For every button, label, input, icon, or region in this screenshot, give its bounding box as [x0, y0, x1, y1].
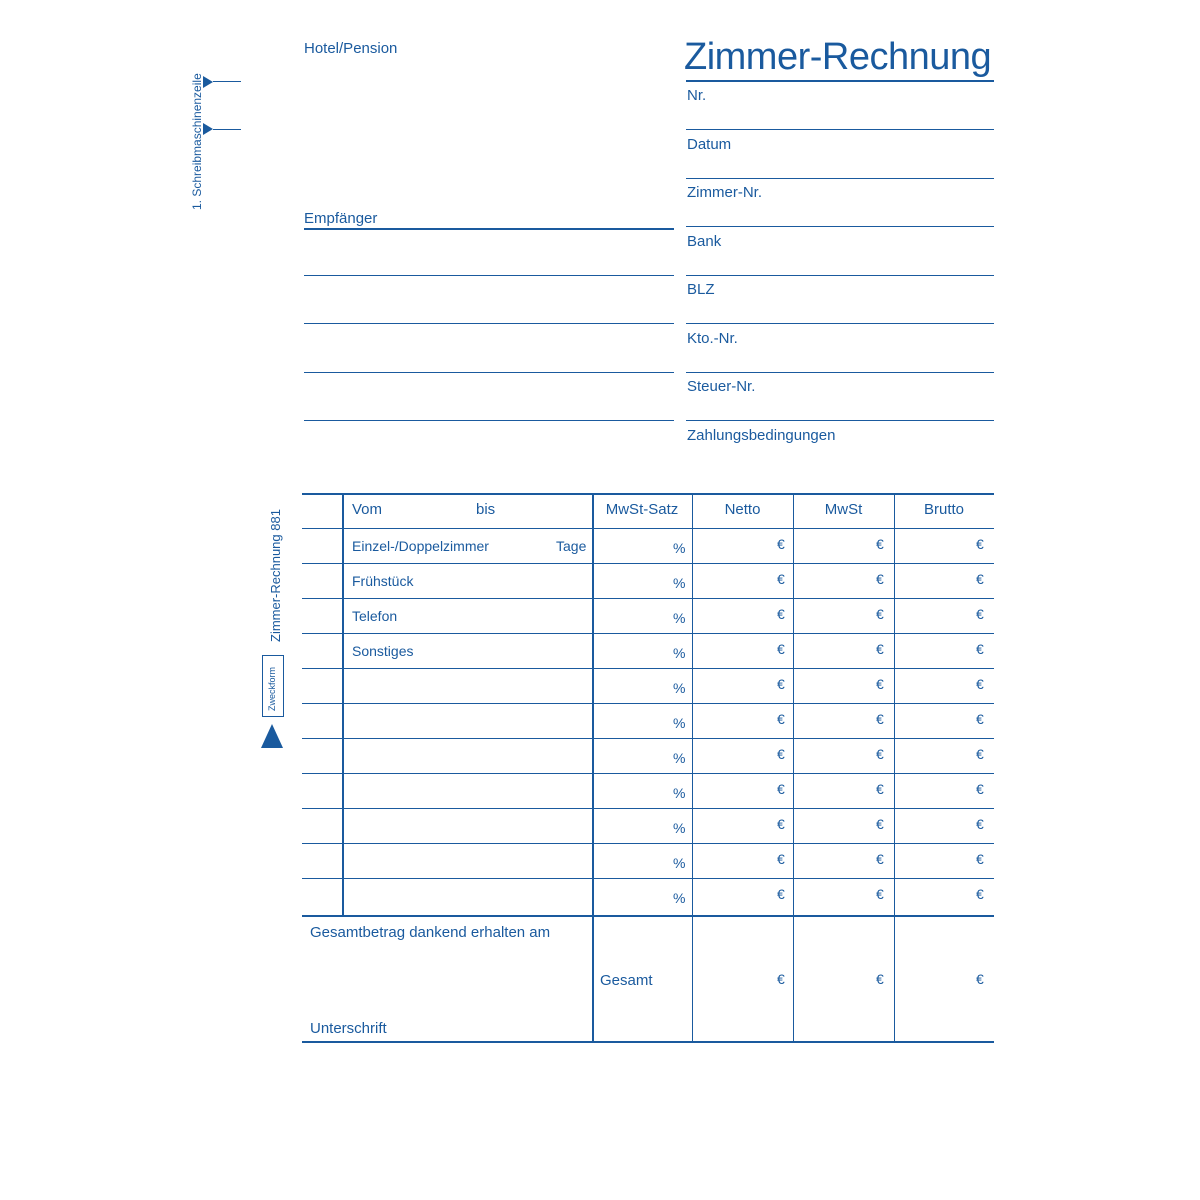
row-percent-symbol: %: [673, 575, 686, 591]
row-net-currency: €: [777, 711, 785, 727]
column-divider-vat: [793, 493, 794, 1041]
header-gross: Brutto: [923, 501, 965, 518]
header-bottom-line: [302, 528, 994, 529]
row-net-currency: €: [777, 851, 785, 867]
recipient-line-3: [304, 323, 674, 324]
row-vat-currency: €: [876, 641, 884, 657]
field-label: Zahlungsbedingungen: [687, 426, 836, 444]
row-gross-currency: €: [976, 886, 984, 902]
row-divider: [302, 703, 994, 704]
row-gross-currency: €: [976, 746, 984, 762]
header-from: Vom: [352, 501, 383, 518]
row-net-currency: €: [777, 781, 785, 797]
row-percent-symbol: %: [673, 750, 686, 766]
recipient-line-2: [304, 275, 674, 276]
field-line[interactable]: [686, 226, 994, 227]
row-divider: [302, 773, 994, 774]
row-gross-currency: €: [976, 536, 984, 552]
row-vat-currency: €: [876, 711, 884, 727]
field-label: Kto.-Nr.: [687, 329, 738, 347]
row-item-label: Sonstiges: [352, 643, 414, 659]
received-label: Gesamtbetrag dankend erhalten am: [310, 924, 551, 941]
row-vat-currency: €: [876, 746, 884, 762]
row-divider: [302, 668, 994, 669]
field-line[interactable]: [686, 372, 994, 373]
row-percent-symbol: %: [673, 715, 686, 731]
row-gross-currency: €: [976, 676, 984, 692]
row-divider: [302, 633, 994, 634]
field-line[interactable]: [686, 420, 994, 421]
row-vat-currency: €: [876, 851, 884, 867]
total-gross-currency: €: [976, 971, 984, 987]
form-code: Zimmer-Rechnung 881: [268, 509, 283, 642]
header-to: bis: [476, 501, 496, 518]
row-percent-symbol: %: [673, 890, 686, 906]
row-gross-currency: €: [976, 851, 984, 867]
row-percent-symbol: %: [673, 820, 686, 836]
header-net: Netto: [724, 501, 761, 518]
row-divider: [302, 598, 994, 599]
row-vat-currency: €: [876, 571, 884, 587]
field-label: BLZ: [687, 281, 715, 298]
body-bottom-border: [302, 915, 994, 917]
title-underline: [686, 80, 994, 82]
column-divider-vat-rate: [592, 493, 594, 1041]
table-top-border: [302, 493, 994, 495]
field-line[interactable]: [686, 275, 994, 276]
row-vat-currency: €: [876, 816, 884, 832]
hotel-label: Hotel/Pension: [304, 40, 398, 57]
total-vat-currency: €: [876, 971, 884, 987]
row-percent-symbol: %: [673, 855, 686, 871]
row-net-currency: €: [777, 816, 785, 832]
typewriter-line-note: 1. Schreibmaschinenzeile: [190, 73, 204, 210]
row-percent-symbol: %: [673, 645, 686, 661]
typewriter-marker-1: [203, 76, 213, 88]
row-divider: [302, 563, 994, 564]
row-item-label: Einzel-/Doppelzimmer: [352, 538, 489, 554]
recipient-label: Empfänger: [304, 210, 378, 227]
brand-logo-text: Zweckform: [267, 666, 277, 711]
row-percent-symbol: %: [673, 540, 686, 556]
field-label: Nr.: [687, 87, 707, 104]
row-extra-label: Tage: [556, 538, 587, 554]
row-item-label: Frühstück: [352, 573, 414, 589]
row-gross-currency: €: [976, 606, 984, 622]
row-gross-currency: €: [976, 571, 984, 587]
page-title: Zimmer-Rechnung: [684, 36, 992, 78]
field-label: Zimmer-Nr.: [687, 184, 762, 201]
row-vat-currency: €: [876, 886, 884, 902]
row-percent-symbol: %: [673, 610, 686, 626]
field-label: Bank: [687, 232, 722, 250]
row-vat-currency: €: [876, 606, 884, 622]
row-divider: [302, 843, 994, 844]
field-line[interactable]: [686, 129, 994, 130]
row-net-currency: €: [777, 746, 785, 762]
field-line[interactable]: [686, 323, 994, 324]
total-label: Gesamt: [600, 972, 653, 989]
row-net-currency: €: [777, 641, 785, 657]
field-label: Steuer-Nr.: [687, 378, 756, 395]
typewriter-marker-2-line: [213, 129, 241, 130]
column-divider-gross: [894, 493, 895, 1041]
field-label: Datum: [687, 135, 732, 153]
header-vat: MwSt: [824, 501, 863, 518]
row-net-currency: €: [777, 676, 785, 692]
row-vat-currency: €: [876, 676, 884, 692]
row-divider: [302, 808, 994, 809]
row-vat-currency: €: [876, 781, 884, 797]
column-divider-description: [342, 493, 344, 915]
typewriter-marker-2: [203, 123, 213, 135]
header-vat-rate: MwSt-Satz: [605, 501, 679, 518]
row-gross-currency: €: [976, 816, 984, 832]
recipient-line-1: [304, 228, 674, 230]
recipient-line-5: [304, 420, 674, 421]
typewriter-marker-1-line: [213, 81, 241, 82]
row-item-label: Telefon: [352, 608, 398, 624]
recipient-line-4: [304, 372, 674, 373]
signature-label: Unterschrift: [310, 1020, 387, 1037]
row-percent-symbol: %: [673, 785, 686, 801]
row-divider: [302, 738, 994, 739]
row-vat-currency: €: [876, 536, 884, 552]
row-net-currency: €: [777, 571, 785, 587]
avery-triangle-icon: [261, 724, 283, 748]
row-net-currency: €: [777, 606, 785, 622]
field-line[interactable]: [686, 178, 994, 179]
brand-logo: [262, 655, 284, 717]
row-net-currency: €: [777, 536, 785, 552]
row-gross-currency: €: [976, 781, 984, 797]
column-divider-net: [692, 493, 693, 1041]
row-gross-currency: €: [976, 641, 984, 657]
row-divider: [302, 878, 994, 879]
total-net-currency: €: [777, 971, 785, 987]
row-percent-symbol: %: [673, 680, 686, 696]
row-gross-currency: €: [976, 711, 984, 727]
row-net-currency: €: [777, 886, 785, 902]
table-bottom-border: [302, 1041, 994, 1043]
